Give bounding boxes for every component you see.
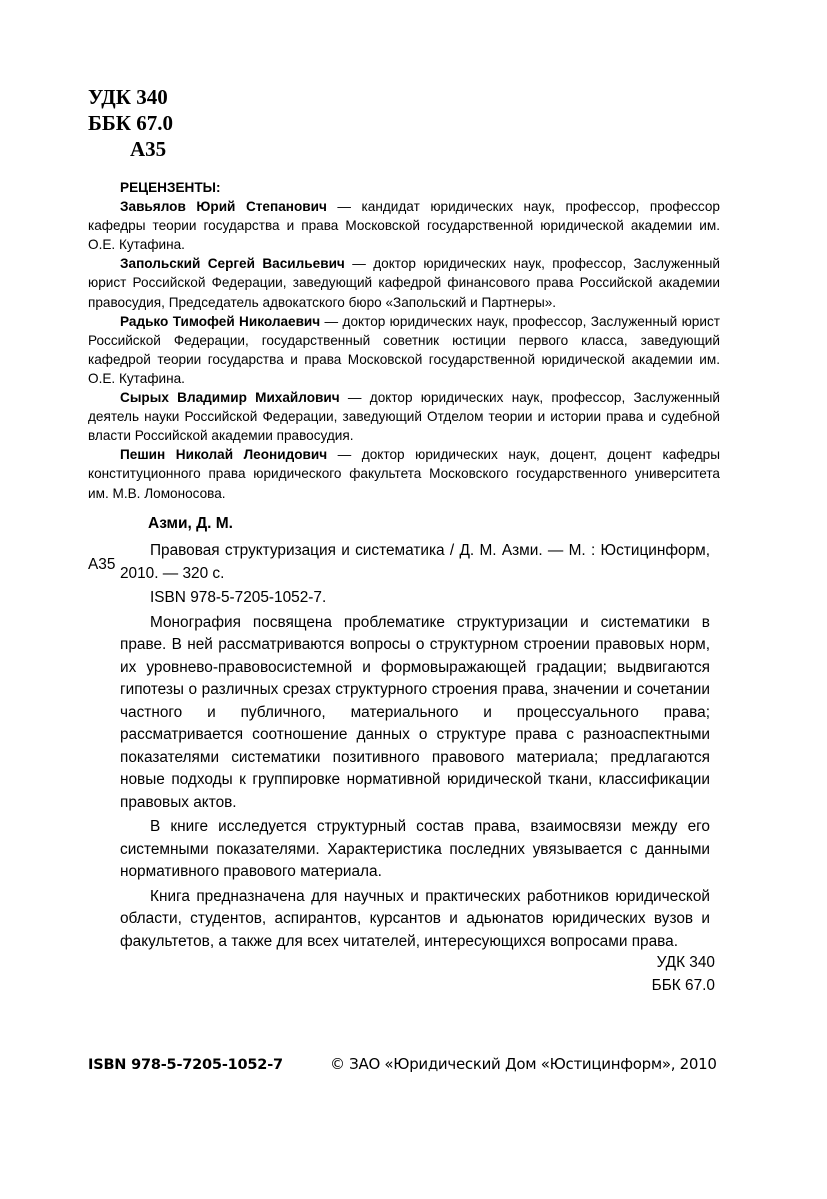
reviewer-name: Пешин Николай Леонидович [120, 447, 328, 463]
udk-code: УДК 340 [88, 85, 168, 109]
reviewer-entry [88, 312, 720, 388]
author-mark: А35 [130, 137, 167, 161]
reviewer-entry [88, 388, 720, 445]
catalog-record [120, 540, 710, 955]
reviewer-name: Завьялов Юрий Степанович [120, 199, 327, 215]
reviewer-entry [88, 197, 720, 254]
abstract-paragraph: Книга предназначена для научных и практических работников юридической области, студентов, аспирантов, курсантов и адьюнатов юридических вузов и факультетов, а также для всех читателей, интересующихся вопросами права. [120, 887, 710, 950]
reviewer-name: Запольский Сергей Васильевич [120, 256, 345, 272]
catalog-isbn: ISBN 978-5-7205-1052-7. [150, 589, 327, 606]
reviewers-section [88, 178, 720, 503]
reviewer-name: Сырых Владимир Михайлович [120, 390, 340, 406]
reviewers-heading: РЕЦЕНЗЕНТЫ: [120, 180, 221, 195]
reviewer-description: — доктор юридических наук, профессор, Заслуженный юрист Российской Федерации, государственный советник юстиции первого класса, заведующий кафедрой теории государства и права Московской государственной юридической академии им. О.Е. Кутафина. [88, 313, 720, 386]
reviewer-description: — доктор юридических наук, доцент, доцент кафедры конституционного права юридического факультета Московского государственного университета им. М.В. Ломоносова. [88, 447, 721, 501]
reviewer-description: — кандидат юридических наук, профессор, профессор кафедры теории государства и права Московской государственной юридической академии им. О.Е. Кутафина. [88, 199, 720, 253]
catalog-bbk: ББК 67.0 [651, 976, 715, 994]
reviewer-entry [88, 445, 720, 502]
catalog-title: Правовая структуризация и систематика / Д. М. Азми. — М. : Юстицинформ, 2010. — 320 с. [120, 542, 710, 582]
footer-isbn: ISBN 978-5-7205-1052-7 [88, 1057, 283, 1073]
catalog-codes [560, 952, 715, 997]
reviewer-name: Радько Тимофей Николаевич [120, 313, 321, 329]
catalog-udk: УДК 340 [656, 954, 715, 971]
reviewer-entry [88, 254, 720, 311]
catalog-author: Азми, Д. М. [148, 515, 233, 532]
reviewer-description: — доктор юридических наук, профессор, Заслуженный деятель науки Российской Федерации, заведующий Отделом теории и истории права и судебной власти Российской академии правосудия. [88, 390, 720, 444]
reviewer-description: — доктор юридических наук, профессор, Заслуженный юрист Российской Федерации, заведующий кафедрой финансового права Российской академии правосудия, Председатель адвокатского бюро «Запольский и Партнеры». [88, 256, 720, 310]
abstract-paragraph: Монография посвящена проблематике структуризации и систематики в праве. В ней рассматриваются вопросы о структурном строении правовых норм, их уровнево-правовосистемной и формовыражающей градации; выдвигаются гипотезы о различных срезах структурного строения права, значении и сочетании частного и публичного, материального и процессуального права; рассматривается соотношение данных о структуре права с разноаспектными показателями систематики позитивного правового материала; предлагаются новые подходы к группировке нормативной юридической ткани, классификации правовых актов. [120, 613, 710, 811]
abstract-paragraph: В книге исследуется структурный состав права, взаимосвязи между его системными показателями. Характеристика последних увязывается с данными нормативного правового материала. [120, 818, 710, 880]
footer-copyright: © ЗАО «Юридический Дом «Юстицинформ», 2010 [330, 1055, 717, 1073]
bbk-code: ББК 67.0 [88, 111, 173, 135]
classification-codes [88, 84, 173, 162]
catalog-author-mark: А35 [88, 556, 116, 573]
